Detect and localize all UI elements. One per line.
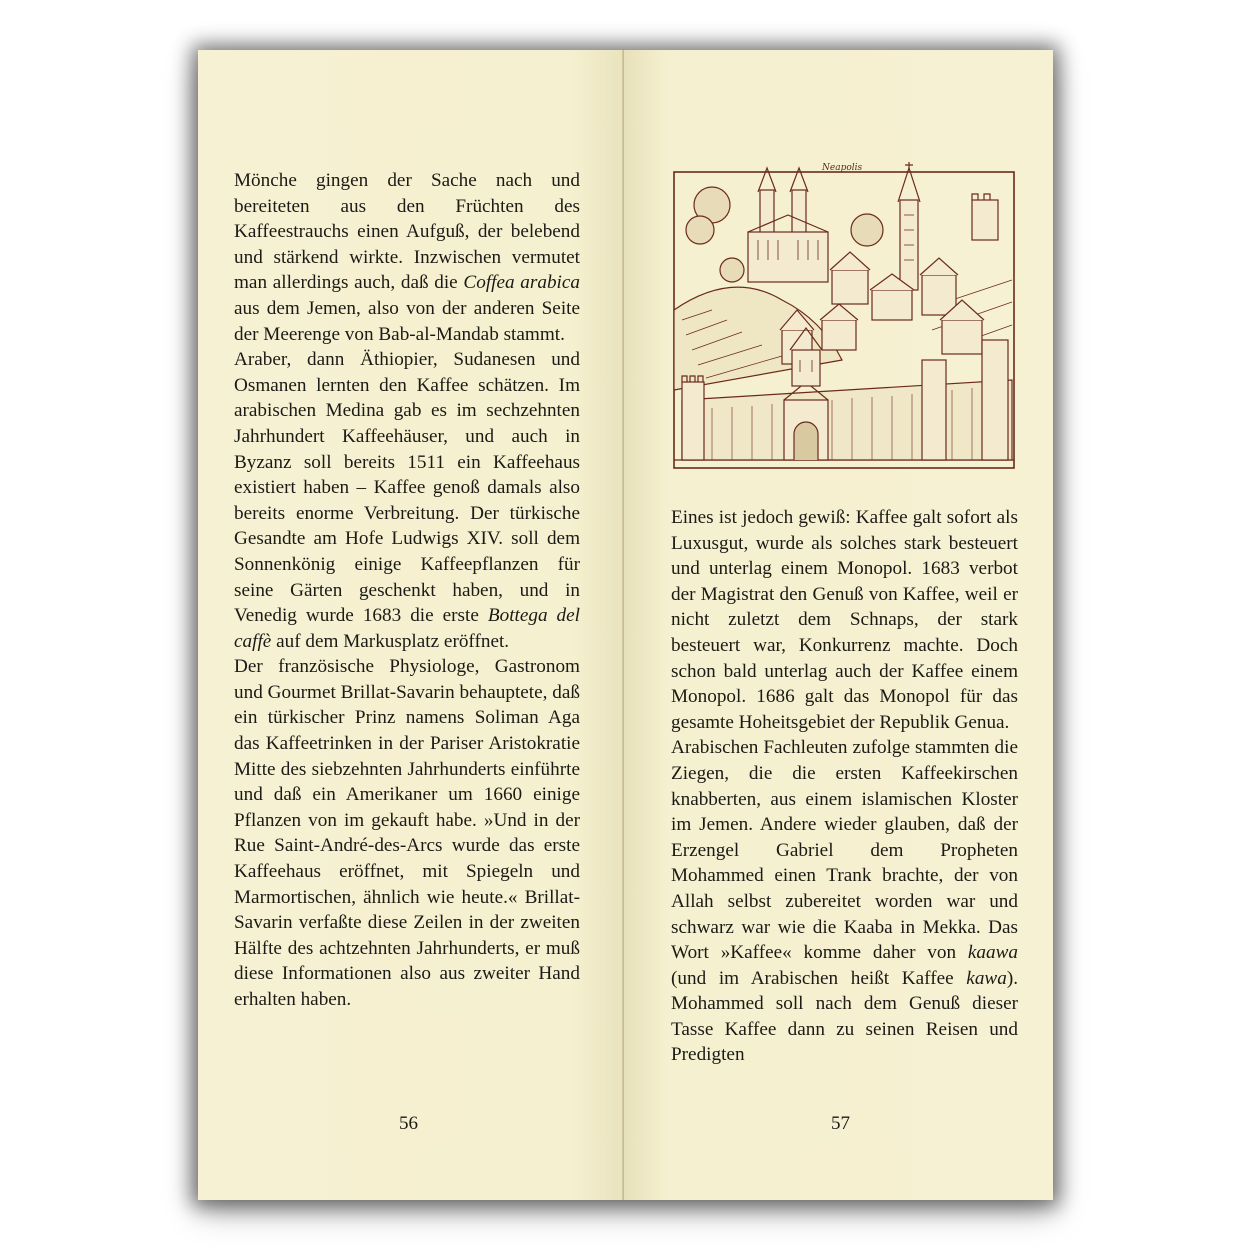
text-run: Arabischen Fachleuten zufolge stammten die Ziegen, die die ersten Kaffeekirschen knabberten, aus einem islamischen Kloster im Jemen. Andere wieder glauben, daß der Erzengel Gabriel dem Propheten Mohammed einen Trank brachte, der von Allah selbst zubereitet worden war und schwarz war wie die Kaaba in Mekka. Das Wort »Kaffee« komme daher von	[671, 737, 1018, 964]
italic-term: kawa	[966, 967, 1007, 989]
text-run: Der französische Physiologe, Gastronom und Gourmet Brillat-Savarin behauptete, daß ein türkischer Prinz namens Soliman Aga das Kaffeetrinken in der Pariser Aristokratie Mitte des siebzehnten Jahrhunderts einführte und daß ein Amerikaner um 1660 einige Pflanzen von im gekauft habe. »Und in der Rue Saint-André-des-Arcs wurde das erste Kaffeehaus eröffnet, mit Spiegeln und Marmortischen, ähnlich wie heute.« Brillat-Savarin verfaßte diese Zeilen in der zweiten Hälfte des achtzehnten Jahrhunderts, er muß diese Informationen also aus zweiter Hand erhalten haben.	[234, 656, 580, 1010]
italic-term: Coffea arabica	[463, 272, 580, 294]
book-spread	[198, 50, 1053, 1200]
paragraph	[234, 168, 580, 347]
right-page	[624, 50, 1053, 1200]
text-run: aus dem Jemen, also von der anderen Seite der Meerenge von Bab-al-Mandab stammt.	[234, 297, 580, 345]
text-run: (und im Arabischen heißt Kaffee	[671, 967, 967, 989]
text-run: ). Mohammed soll nach dem Genuß dieser Tasse Kaffee dann zu seinen Reisen und Predigten	[671, 967, 1018, 1066]
left-page	[198, 50, 624, 1200]
left-page-text	[234, 168, 580, 1013]
text-run: Mönche gingen der Sache nach und bereiteten aus den Früchten des Kaffeestrauchs einen Aufguß, der belebend und stärkend wirkte. Inzwischen vermutet man allerdings auch, daß die	[234, 170, 580, 294]
page-number-left: 56	[399, 1113, 418, 1134]
text-run: auf dem Markusplatz eröffnet.	[271, 630, 510, 652]
illustration-caption: Neapolis	[822, 163, 863, 173]
italic-term: Bottega del caffè	[234, 605, 580, 652]
page-number-right: 57	[831, 1113, 850, 1134]
right-page-text	[671, 505, 1018, 1068]
paragraph	[234, 654, 580, 1012]
woodcut-city-illustration-icon	[672, 160, 1016, 470]
italic-term: kaawa	[967, 942, 1018, 964]
text-run: Eines ist jedoch gewiß: Kaffee galt sofort als Luxusgut, wurde als solches stark besteuert und unterlag einem Monopol. 1683 verbot der Magistrat den Genuß von Kaffee, weil er nicht zuletzt dem Schnaps, der stark besteuert war, Konkurrenz machte. Doch schon bald unterlag auch der Kaffee einem Monopol. 1686 galt das Monopol für das gesamte Hoheitsgebiet der Republik Genua.	[671, 507, 1018, 733]
text-run: Araber, dann Äthiopier, Sudanesen und Osmanen lernten den Kaffee schätzen. Im arabischen Medina gab es im sechzehnten Jahrhundert Kaffeehäuser, und auch in Byzanz soll bereits 1511 ein Kaffeehaus existiert haben – Kaffee genoß damals also bereits enorme Verbreitung. Der türkische Gesandte am Hofe Ludwigs XIV. soll dem Sonnenkönig einige Kaffeepflanzen für seine Gärten geschenkt haben, und in Venedig wurde 1683 die erste	[234, 349, 580, 627]
paragraph	[671, 735, 1018, 1068]
paragraph	[671, 505, 1018, 735]
paragraph	[234, 347, 580, 654]
